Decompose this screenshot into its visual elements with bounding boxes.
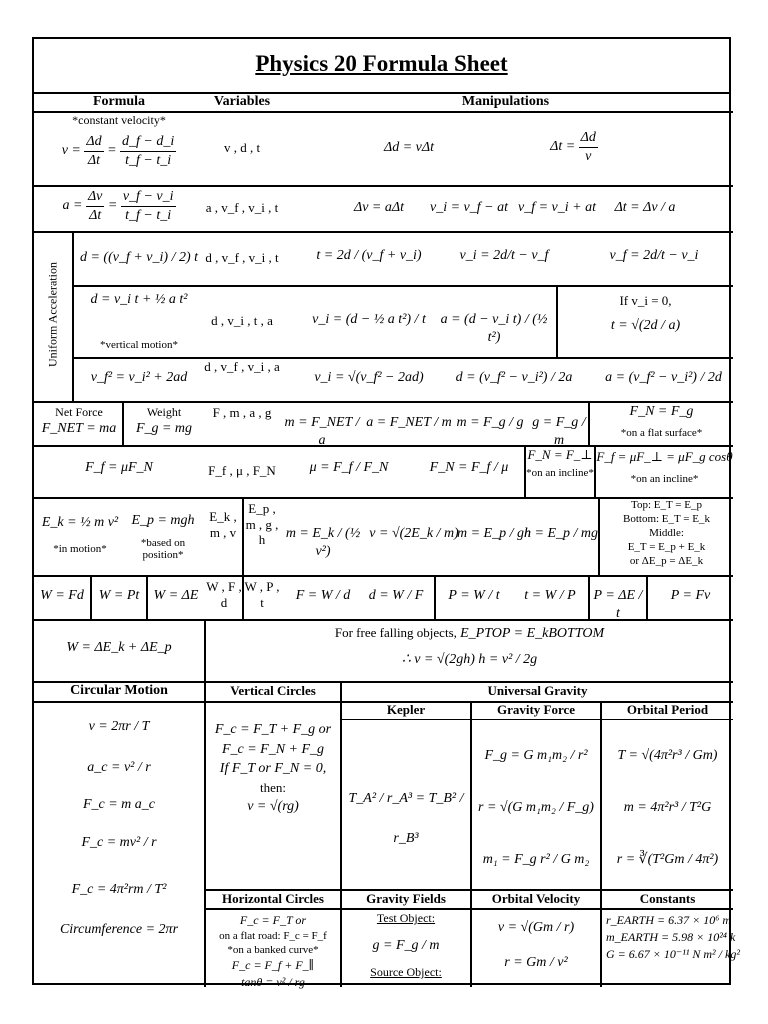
source-object-label: Source Object: <box>370 965 442 979</box>
uniform-formula-1: d = ((v_f + v_i) / 2) t <box>79 250 199 265</box>
test-object-label: Test Object: <box>376 911 436 925</box>
kepler-formula: T_A² / r_A³ = T_B² / r_B³ <box>348 791 464 846</box>
acceleration-num2: v_f − v_i <box>121 188 176 207</box>
energy-manip-2: v = √(2E_k / m) <box>369 526 459 541</box>
orbital-period-formulas <box>602 729 733 889</box>
force-manip-3: m = F_g / g <box>456 415 524 430</box>
orbital-velocity-2: r = Gm / v² <box>504 955 568 970</box>
uniform-manip-1c: v_f = 2d/t − v_i <box>609 248 699 263</box>
potential-vars: E_p , m , g , h <box>245 501 279 548</box>
vertical-formula-4: then: <box>260 779 286 795</box>
orbital-velocity-header: Orbital Velocity <box>491 891 581 906</box>
circular-formula-1: v = 2πr / T <box>88 719 150 734</box>
circular-formula-6: Circumference = 2πr <box>59 922 179 937</box>
velocity-manip-2-den: v <box>585 148 592 164</box>
constants-header: Constants <box>639 891 696 906</box>
sheet-title <box>34 39 729 94</box>
free-fall-energy-formula: W = ΔE_k + ΔE_p <box>66 640 172 655</box>
weight-label: Weight <box>146 405 182 419</box>
incline-friction-note: *on an incline* <box>630 473 699 485</box>
velocity-den2: t_f − t_i <box>125 152 172 168</box>
title-text: Physics 20 Formula Sheet <box>255 51 508 76</box>
constants-list <box>602 911 740 985</box>
formula-sheet <box>32 37 740 989</box>
vertical-circles-header: Vertical Circles <box>230 683 316 698</box>
horizontal-formula-3: *on a banked curve* <box>227 944 319 956</box>
energy-manip-1: m = E_k / (½ v²) <box>285 526 361 559</box>
orbital-period-3: r = ∛(T²Gm / 4π²) <box>616 852 719 867</box>
acceleration-variables: a , v_f , v_i , t <box>205 200 279 215</box>
velocity-manip-1: Δd = vΔt <box>384 140 434 155</box>
free-fall-label: For free falling objects, <box>334 625 457 640</box>
work-formula-2: W = Pt <box>98 588 140 603</box>
vertical-formula-1: F_c = F_T + F_g or <box>214 722 332 737</box>
force-manip-1: m = F_NET / a <box>284 415 360 448</box>
energy-manip-3: m = E_p / gh <box>457 526 531 541</box>
gravity-field-formula: g = F_g / m <box>372 938 440 953</box>
orbital-velocity-1: v = √(Gm / r) <box>497 920 575 935</box>
gravity-fields-header: Gravity Fields <box>366 891 446 906</box>
uniform-formula-3: v_f² = v_i² + 2ad <box>90 370 188 385</box>
uniform-manip-2a: v_i = (d − ½ a t²) / t <box>312 312 426 327</box>
work-vars-2: W , P , t <box>244 579 280 610</box>
horizontal-formula-2: on a flat road: F_c = F_f <box>219 930 327 942</box>
constant-earth-radius: r_EARTH = 6.37 × 10⁶ m <box>606 913 732 927</box>
kinetic-vars: E_k , m , v <box>209 509 237 540</box>
flat-surface-note: *on a flat surface* <box>620 427 703 439</box>
circular-motion-formulas <box>34 707 204 983</box>
work-vars-1: W , F , d <box>206 579 242 610</box>
energy-or-eq: or ΔE_p = ΔE_k <box>629 555 704 567</box>
gravity-force-3: m₁ = F_g r² / G m₂ <box>482 852 590 867</box>
uniform-manip-2b: a = (d − v_i t) / (½ t²) <box>440 312 548 345</box>
horizontal-formula-4: F_c = F_f + F_∥ <box>231 958 315 972</box>
velocity-lhs: v = <box>61 143 81 159</box>
uniform-manip-3c: a = (v_f² − v_i²) / 2d <box>605 370 722 385</box>
uniform-special-2: t = √(2d / a) <box>610 318 681 333</box>
uniform-manip-1b: v_i = 2d/t − v_f <box>459 248 549 263</box>
friction-formula: F_f = μF_N <box>85 460 153 475</box>
uniform-manip-3a: v_i = √(v_f² − 2ad) <box>314 370 424 385</box>
uniform-vars-2: d , v_i , t , a <box>211 313 273 328</box>
orbital-period-2: m = 4π²r³ / T²G <box>623 800 712 815</box>
energy-middle-eq: E_T = E_p + E_k <box>627 541 706 553</box>
flat-surface-formula: F_N = F_g <box>629 404 694 419</box>
work-manip-6: P = Fv <box>670 588 711 603</box>
acceleration-num: Δv <box>86 188 104 207</box>
uniform-vars-1: d , v_f , v_i , t <box>205 250 279 265</box>
uniform-special-1: If v_i = 0, <box>619 293 672 308</box>
work-manip-3: P = W / t <box>448 588 500 603</box>
incline-friction-formula: F_f = μF_⊥ = μF_g cosθ <box>596 449 733 464</box>
vertical-formula-2: F_c = F_N + F_g <box>221 741 325 757</box>
horizontal-circles-header: Horizontal Circles <box>222 891 324 906</box>
uniform-manip-3b: d = (v_f² − v_i²) / 2a <box>455 370 573 385</box>
gravity-force-formulas <box>472 729 600 889</box>
velocity-num: Δd <box>84 133 103 152</box>
uniform-vars-3: d , v_f , v_i , a <box>204 359 280 374</box>
free-fall-eq: E_PTOP = E_kBOTTOM <box>460 626 605 641</box>
acceleration-den2: t_f − t_i <box>125 207 172 223</box>
acceleration-manip-4: Δt = Δv / a <box>614 200 676 215</box>
kinetic-energy-note: *in motion* <box>53 543 107 555</box>
force-vars: F , m , a , g <box>212 405 272 420</box>
velocity-formula: v = $\frac{\Delta d}{\Delta t}$ = $\frac{d\_f - d\_i}{t\_f - t\_i}$ <box>61 134 175 168</box>
vertical-motion-note: *vertical motion* <box>100 339 178 351</box>
velocity-manip-2: Δt = $\frac{\Delta d}{v}$ <box>550 130 596 164</box>
force-manip-2: a = F_NET / m <box>366 415 452 430</box>
variables-header: Variables <box>213 94 271 109</box>
acceleration-formula: a = $\frac{\Delta v}{\Delta t}$ = $\frac{v\_f - v\_i}{t\_f - t\_i}$ <box>62 189 174 223</box>
acceleration-den: Δt <box>89 207 102 223</box>
energy-conservation-notes <box>600 497 733 575</box>
friction-vars: F_f , μ , F_N <box>208 463 276 478</box>
circular-formula-4: F_c = mv² / r <box>81 835 157 850</box>
velocity-variables: v , d , t <box>223 140 261 155</box>
formula-header: Formula <box>92 94 146 109</box>
friction-manip-2: F_N = F_f / μ <box>429 460 509 475</box>
acceleration-manip-3: v_f = v_i + at <box>518 200 596 215</box>
velocity-manip-2-num: Δd <box>579 129 598 148</box>
energy-bottom: Bottom: E_T = E_k <box>623 513 710 525</box>
potential-energy-note: *based on position* <box>140 537 186 561</box>
constant-earth-mass: m_EARTH = 5.98 × 10²⁴ k <box>606 930 736 944</box>
circular-formula-2: a_c = v² / r <box>87 760 151 775</box>
net-force-formula: F_NET = ma <box>41 421 117 436</box>
orbital-period-header: Orbital Period <box>626 702 709 717</box>
velocity-den: Δt <box>87 152 101 168</box>
uniform-formula-2: d = v_i t + ½ a t² <box>90 292 188 307</box>
uniform-manip-1a: t = 2d / (v_f + v_i) <box>316 248 422 263</box>
free-fall-result: ∴ v = √(2gh) h = v² / 2g <box>401 652 538 667</box>
constant-velocity-note: *constant velocity* <box>72 113 166 127</box>
friction-manip-1: μ = F_f / F_N <box>309 460 389 475</box>
orbital-period-1: T = √(4π²r³ / Gm) <box>617 748 718 763</box>
free-fall-text <box>206 625 733 643</box>
vertical-formula-3: If F_T or F_N = 0, <box>219 761 327 776</box>
energy-middle: Middle: <box>649 527 684 539</box>
gravity-force-1: F_g = G m₁m₂ / r² <box>484 748 588 763</box>
incline-formula: F_N = F_⊥ <box>527 447 593 462</box>
work-manip-5: P = ΔE / t <box>593 588 643 621</box>
energy-manip-4: h = E_p / mg <box>524 526 598 541</box>
horizontal-formula-1: F_c = F_T or <box>239 913 307 927</box>
gravity-force-header: Gravity Force <box>496 702 576 717</box>
constant-gravitational: G = 6.67 × 10⁻¹¹ N m² / kg² <box>606 947 740 961</box>
potential-energy-formula: E_p = mgh <box>131 513 195 528</box>
incline-note: *on an incline* <box>526 467 594 479</box>
weight-formula: F_g = mg <box>135 421 193 436</box>
circular-formula-5: F_c = 4π²rm / T² <box>71 882 167 897</box>
energy-top: Top: E_T = E_p <box>631 499 702 511</box>
horizontal-circles-formulas <box>206 911 340 989</box>
acceleration-manip-2: v_i = v_f − at <box>430 200 508 215</box>
velocity-num2: d_f − d_i <box>120 133 176 152</box>
work-formula-3: W = ΔE <box>153 588 199 603</box>
gravity-force-2: r = √(G m₁m₂ / F_g) <box>478 800 594 815</box>
force-manip-4: g = F_g / m <box>532 415 586 448</box>
kinetic-energy-formula: E_k = ½ m v² <box>41 515 119 530</box>
universal-gravity-header: Universal Gravity <box>487 683 588 698</box>
kepler-header: Kepler <box>386 702 426 717</box>
acceleration-manip-1: Δv = aΔt <box>354 200 404 215</box>
work-manip-1: F = W / d <box>295 588 351 603</box>
horizontal-formula-5: tanθ = v² / rg <box>241 975 305 989</box>
net-force-label: Net Force <box>55 405 103 419</box>
work-formula-1: W = Fd <box>40 588 84 603</box>
acceleration-lhs: a = <box>62 198 83 214</box>
work-manip-4: t = W / P <box>524 588 576 603</box>
work-manip-2: d = W / F <box>368 588 424 603</box>
circular-motion-header: Circular Motion <box>70 683 168 698</box>
vertical-circles-formulas <box>206 719 340 849</box>
circular-formula-3: F_c = m a_c <box>82 797 156 812</box>
manipulations-header: Manipulations <box>461 94 550 109</box>
uniform-acceleration-label: Uniform Acceleration <box>45 262 60 367</box>
vertical-formula-5: v = √(rg) <box>247 798 299 814</box>
